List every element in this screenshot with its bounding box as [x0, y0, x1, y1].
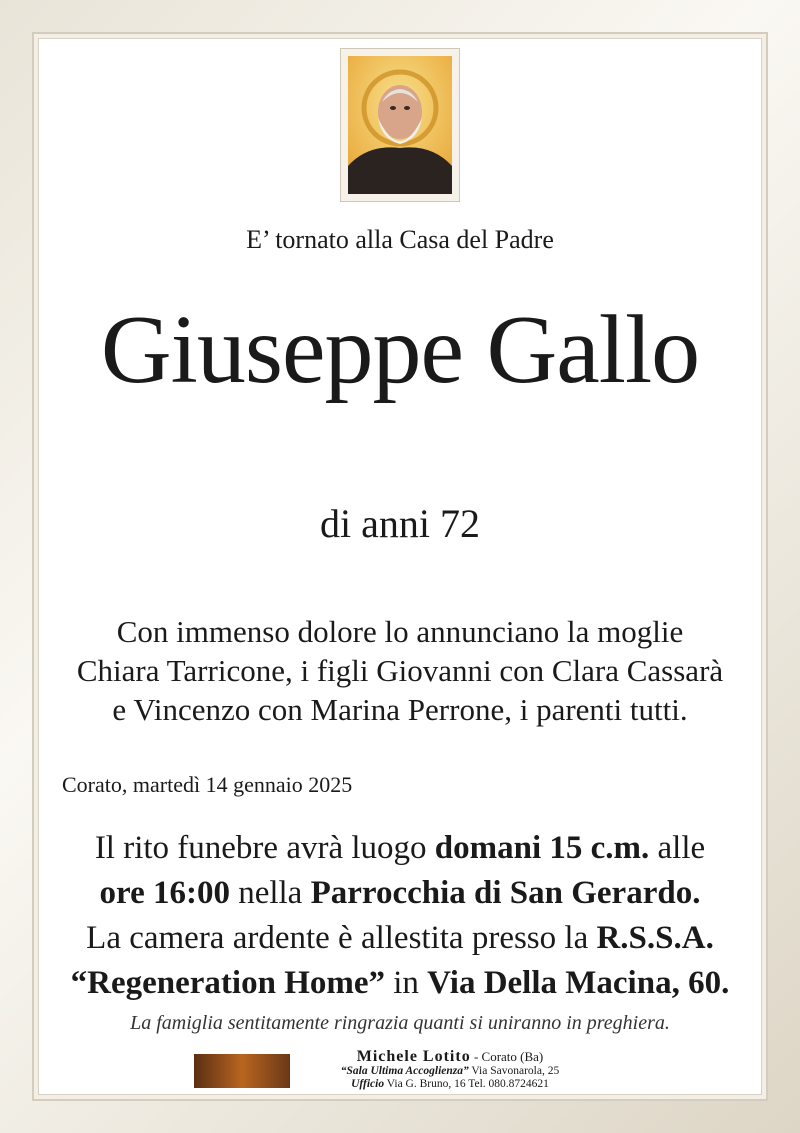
funeral-text: in: [385, 965, 428, 1001]
chapel-name: “Regeneration Home”: [70, 965, 385, 1001]
agency-logo-image: [194, 1054, 290, 1088]
family-line: Chiara Tarricone, i figli Giovanni con Clara Cassarà: [76, 653, 724, 688]
announcement-text: E’ tornato alla Casa del Padre: [246, 225, 554, 254]
agency-info: [290, 1050, 610, 1091]
funeral-text: La camera ardente è allestita presso la: [86, 920, 597, 956]
chapel-facility: R.S.S.A.: [596, 920, 714, 956]
age-text: di anni 72: [320, 501, 480, 546]
funeral-line-2: [40, 871, 760, 916]
saint-portrait-image: [348, 56, 452, 194]
funeral-church: Parrocchia di San Gerardo.: [310, 875, 701, 911]
agency-city: - Corato (Ba): [470, 1049, 544, 1064]
funeral-agency: [194, 1050, 614, 1092]
funeral-line-3: [40, 916, 760, 961]
funeral-text: nella: [229, 875, 311, 911]
agency-hall: “Sala Ultima Accoglienza”: [340, 1065, 469, 1077]
family-announcement: [40, 612, 760, 729]
agency-name: Michele Lotito: [356, 1048, 471, 1065]
portrait-frame: [340, 48, 460, 202]
deceased-name: Giuseppe Gallo: [100, 296, 700, 404]
funeral-date: domani 15 c.m.: [434, 830, 650, 866]
funeral-text: alle: [649, 830, 706, 866]
agency-hall-address: Via Savonarola, 25: [468, 1065, 560, 1077]
funeral-text: Il rito funebre avrà luogo: [94, 830, 435, 866]
funeral-details: [40, 826, 760, 1006]
thanks-text: La famiglia sentitamente ringrazia quanti si uniranno in preghiera.: [130, 1012, 670, 1034]
funeral-line-1: [40, 826, 760, 871]
chapel-address: Via Della Macina, 60.: [427, 965, 730, 1001]
family-line: e Vincenzo con Marina Perrone, i parenti tutti.: [112, 692, 688, 727]
funeral-line-4: [40, 961, 760, 1006]
family-line: Con immenso dolore lo annunciano la moglie: [116, 614, 684, 649]
place-date: Corato, martedì 14 gennaio 2025: [62, 772, 353, 797]
agency-office-address: Via G. Bruno, 16 Tel. 080.8724621: [384, 1078, 549, 1090]
agency-office-label: Ufficio: [351, 1078, 385, 1090]
funeral-time: ore 16:00: [99, 875, 230, 911]
